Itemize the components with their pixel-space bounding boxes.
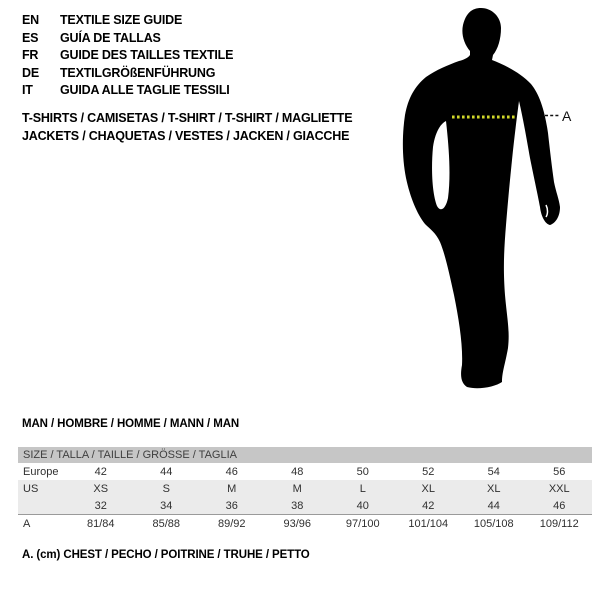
table-cell: 44 (487, 499, 500, 512)
category-line-tshirts: T-SHIRTS / CAMISETAS / T-SHIRT / T-SHIRT / MAGLIETTE (22, 111, 353, 125)
language-label: TEXTILE SIZE GUIDE (60, 13, 183, 27)
table-cell: 81/84 (68, 515, 134, 533)
footnote-chest: A. (cm) CHEST / PECHO / POITRINE / TRUHE / PETTO (22, 549, 310, 561)
table-cell: 40 (356, 499, 369, 512)
section-label-man: MAN / HOMBRE / HOMME / MANN / MAN (22, 418, 240, 430)
language-code: DE (22, 65, 39, 80)
table-cell: 89/92 (199, 515, 265, 533)
table-cell: 32 (94, 499, 107, 512)
table-cell: 52 (422, 465, 435, 478)
table-cell: 105/108 (461, 515, 527, 533)
table-cell: 50 (356, 465, 369, 478)
table-cell: XXL (548, 482, 570, 495)
size-table-header-row (18, 447, 592, 463)
table-cell: 46 (553, 499, 566, 512)
table-cell: 101/104 (396, 515, 462, 533)
table-cell: M (292, 482, 302, 495)
table-cell: XS (93, 482, 109, 495)
language-row (22, 82, 233, 100)
table-cell: 46 (225, 465, 238, 478)
size-table-header: SIZE / TALLA / TAILLE / GRÖSSE / TAGLIA (18, 447, 592, 463)
table-cell: 34 (160, 499, 173, 512)
category-line-jackets: JACKETS / CHAQUETAS / VESTES / JACKEN / GIACCHE (22, 129, 350, 143)
table-cell: 38 (291, 499, 304, 512)
language-code: EN (22, 13, 39, 27)
size-table (18, 447, 592, 532)
language-row (22, 30, 233, 48)
language-label: TEXTILGRÖßENFÜHRUNG (60, 65, 216, 80)
table-row-us (18, 480, 592, 497)
table-row-chest-a (18, 515, 592, 533)
table-cell: M (227, 482, 237, 495)
row-label-europe: Europe (23, 465, 59, 478)
row-label-us: US (23, 482, 39, 495)
category-list (22, 109, 352, 145)
table-cell: XL (487, 482, 501, 495)
language-label: GUÍA DE TALLAS (60, 30, 161, 45)
row-label-blank (18, 497, 68, 515)
table-cell: 97/100 (330, 515, 396, 533)
table-cell: 109/112 (527, 515, 593, 533)
measure-label-a: A (562, 108, 572, 124)
table-cell: 42 (94, 465, 107, 478)
table-cell: 48 (291, 465, 304, 478)
language-list (22, 12, 233, 100)
language-label: GUIDA ALLE TAGLIE TESSILI (60, 83, 230, 97)
man-silhouette (403, 8, 560, 388)
row-label-a: A (18, 515, 68, 533)
language-row (22, 65, 233, 83)
language-label: GUIDE DES TAILLES TEXTILE (60, 48, 234, 62)
table-cell: S (162, 482, 170, 495)
language-row (22, 12, 233, 30)
table-cell: 42 (422, 499, 435, 512)
table-cell: XL (421, 482, 435, 495)
table-cell: 93/96 (265, 515, 331, 533)
language-code: FR (22, 48, 39, 62)
table-cell: 54 (487, 465, 500, 478)
table-cell: L (359, 482, 366, 495)
table-cell: 85/88 (134, 515, 200, 533)
table-row-uk (18, 497, 592, 515)
table-cell: 36 (225, 499, 238, 512)
table-cell: 56 (553, 465, 566, 478)
man-figure (390, 0, 600, 400)
table-cell: 44 (160, 465, 173, 478)
language-row (22, 47, 233, 65)
table-row-europe (18, 463, 592, 480)
language-code: ES (22, 30, 39, 45)
language-code: IT (22, 83, 33, 97)
